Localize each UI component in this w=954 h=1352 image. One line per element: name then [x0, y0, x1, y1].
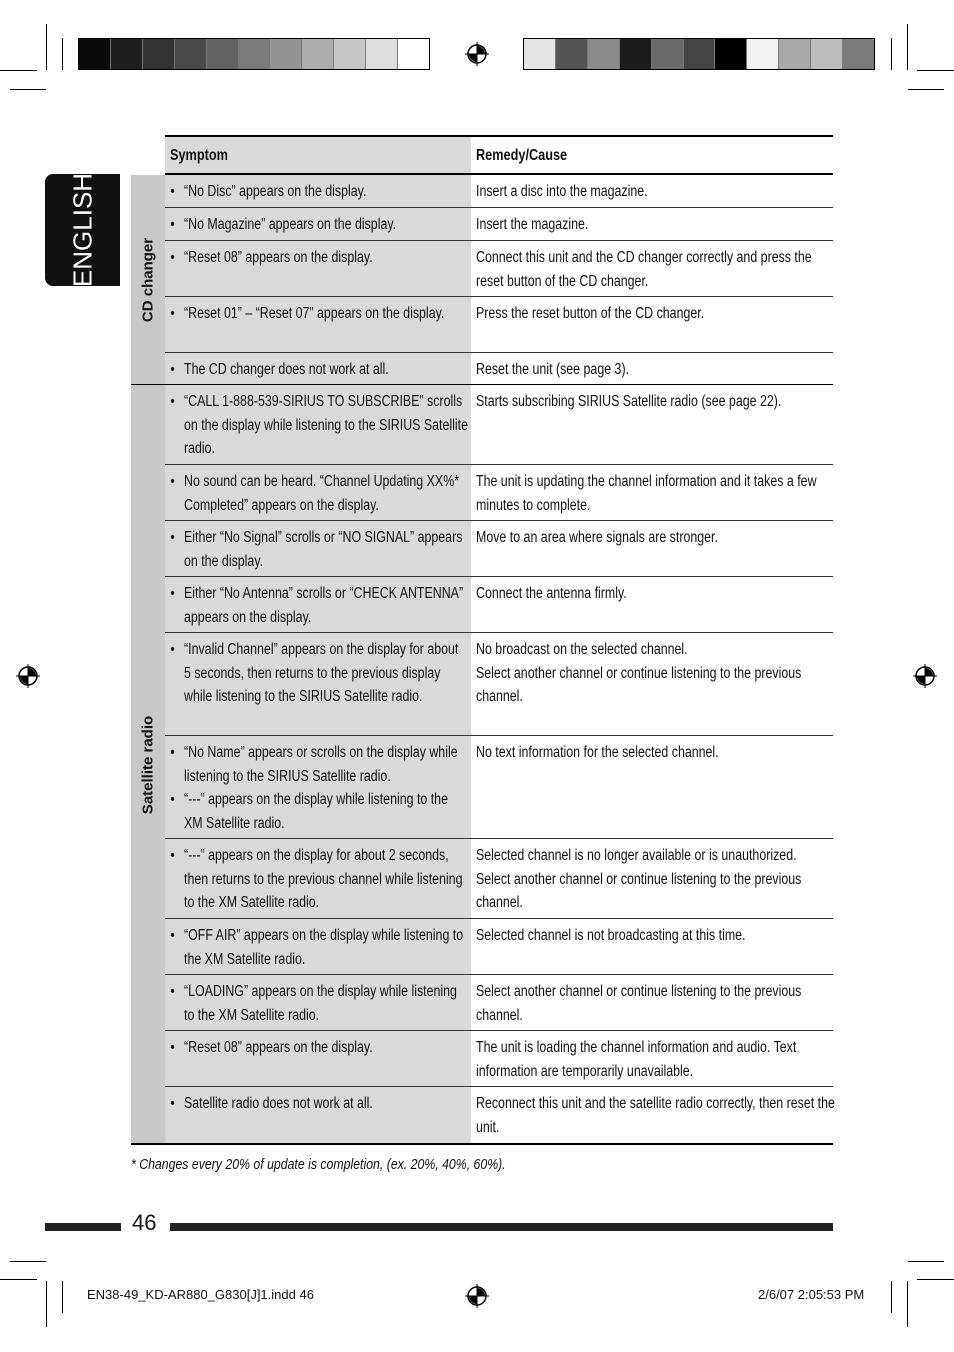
table-row: [165, 175, 833, 208]
category-label: CD changer: [139, 237, 157, 323]
symptom-text: • Satellite radio does not work at all.: [184, 1092, 468, 1116]
registration-target-top: [465, 42, 489, 66]
symptom-cell: [165, 353, 471, 384]
slug-file: EN38-49_KD-AR880_G830[J]1.indd 46: [87, 1287, 314, 1302]
symptom-cell: [165, 633, 471, 735]
color-swatch: [207, 39, 239, 69]
table-row: [165, 241, 833, 297]
remedy-cell: [471, 577, 833, 632]
symptom-cell: [165, 521, 471, 576]
symptom-cell: [165, 577, 471, 632]
color-swatch: [175, 39, 207, 69]
remedy-text: Connect the antenna firmly.: [476, 585, 627, 602]
color-swatch: [239, 39, 271, 69]
remedy-cell: [471, 839, 833, 918]
color-swatch: [779, 39, 811, 69]
color-swatch: [524, 39, 556, 69]
category-cell: [131, 175, 165, 385]
table-row: [165, 297, 833, 353]
remedy-cell: [471, 353, 833, 384]
remedy-text: Move to an area where signals are stronger.: [476, 529, 718, 546]
color-swatch: [684, 39, 716, 69]
remedy-cell: [471, 175, 833, 207]
symptom-text: • “---” appears on the display while listening to the XM Satellite radio.: [184, 788, 468, 835]
color-swatch: [556, 39, 588, 69]
table-row: [165, 1031, 833, 1087]
registration-target-bottom: [465, 1284, 489, 1308]
remedy-cell: [471, 1031, 833, 1086]
color-swatch: [302, 39, 334, 69]
symptom-text: • The CD changer does not work at all.: [184, 358, 468, 382]
color-swatch: [715, 39, 747, 69]
color-bar-right: [523, 38, 875, 70]
symptom-cell: [165, 1087, 471, 1143]
slug-date: 2/6/07 2:05:53 PM: [758, 1287, 865, 1302]
remedy-cell: [471, 297, 833, 352]
symptom-text: • “OFF AIR” appears on the display while listening to the XM Satellite radio.: [184, 924, 468, 971]
table-row: [165, 736, 833, 839]
header-symptom-label: Symptom: [170, 147, 228, 164]
symptom-cell: [165, 297, 471, 352]
footnote: * Changes every 20% of update is completion, (ex. 20%, 40%, 60%).: [131, 1156, 506, 1173]
color-swatch: [111, 39, 143, 69]
symptom-cell: [165, 465, 471, 520]
remedy-text: No broadcast on the selected channel. Select another channel or continue listening to the previous channel.: [476, 641, 802, 705]
table-row: [165, 633, 833, 736]
symptom-text: • “Reset 08” appears on the display.: [184, 1036, 468, 1060]
table-row: [165, 975, 833, 1031]
remedy-text: Select another channel or continue listening to the previous channel.: [476, 983, 802, 1024]
color-swatch: [588, 39, 620, 69]
color-swatch: [620, 39, 652, 69]
symptom-text: • No sound can be heard. “Channel Updating XX%* Completed” appears on the display.: [184, 470, 468, 517]
remedy-text: No text information for the selected channel.: [476, 744, 719, 761]
symptom-text: • “No Name” appears or scrolls on the display while listening to the SIRIUS Satellite radio.: [184, 741, 468, 788]
remedy-text: Press the reset button of the CD changer.: [476, 305, 705, 322]
page-rule-left: [45, 1223, 121, 1231]
table-row: [165, 353, 833, 385]
remedy-text: The unit is loading the channel information and audio. Text information are temporarily unavailable.: [476, 1039, 797, 1080]
table-row: [165, 521, 833, 577]
color-swatch: [366, 39, 398, 69]
remedy-cell: [471, 465, 833, 520]
symptom-text: • “CALL 1-888-539-SIRIUS TO SUBSCRIBE” scrolls on the display while listening to the SIRIUS Satellite radio.: [184, 390, 468, 461]
symptom-text: • Either “No Antenna” scrolls or “CHECK ANTENNA” appears on the display.: [184, 582, 468, 629]
language-tab: [45, 174, 120, 286]
language-tab-label: ENGLISH: [67, 172, 97, 288]
table-row: [165, 919, 833, 975]
symptom-cell: [165, 1031, 471, 1086]
header-symptom: [165, 135, 471, 175]
symptom-text: • “LOADING” appears on the display while listening to the XM Satellite radio.: [184, 980, 468, 1027]
color-swatch: [143, 39, 175, 69]
table-row: [165, 577, 833, 633]
table-row: [165, 208, 833, 241]
remedy-text: Connect this unit and the CD changer correctly and press the reset button of the CD changer.: [476, 249, 812, 290]
remedy-text: Starts subscribing SIRIUS Satellite radio (see page 22).: [476, 393, 782, 410]
remedy-text: Reconnect this unit and the satellite radio correctly, then reset the unit.: [476, 1095, 835, 1136]
color-swatch: [270, 39, 302, 69]
remedy-text: Selected channel is no longer available or is unauthorized. Select another channel or continue listening to the previous channel.: [476, 847, 802, 911]
remedy-text: Selected channel is not broadcasting at this time.: [476, 927, 746, 944]
symptom-cell: [165, 208, 471, 240]
table-row: [165, 839, 833, 919]
remedy-cell: [471, 208, 833, 240]
symptom-cell: [165, 736, 471, 838]
remedy-cell: [471, 385, 833, 464]
color-swatch: [79, 39, 111, 69]
registration-target-left: [16, 664, 40, 688]
remedy-cell: [471, 633, 833, 735]
symptom-cell: [165, 385, 471, 464]
color-swatch: [811, 39, 843, 69]
symptom-cell: [165, 839, 471, 918]
remedy-cell: [471, 521, 833, 576]
symptom-text: • Either “No Signal” scrolls or “NO SIGNAL” appears on the display.: [184, 526, 468, 573]
category-label: Satellite radio: [139, 715, 157, 814]
section-rule: [131, 1143, 833, 1145]
symptom-text: • “Invalid Channel” appears on the display for about 5 seconds, then returns to the previous display while listening to the SIRIUS Satellite radio.: [184, 638, 468, 709]
page-number: 46: [132, 1210, 157, 1235]
remedy-cell: [471, 1087, 833, 1143]
color-swatch: [398, 39, 429, 69]
header-remedy: [471, 135, 833, 175]
symptom-text: • “No Magazine” appears on the display.: [184, 213, 468, 237]
table-row: [165, 1087, 833, 1144]
table-row: [165, 385, 833, 465]
symptom-cell: [165, 241, 471, 296]
symptom-cell: [165, 919, 471, 974]
symptom-cell: [165, 175, 471, 207]
remedy-text: Insert the magazine.: [476, 216, 589, 233]
remedy-text: Reset the unit (see page 3).: [476, 361, 630, 378]
remedy-cell: [471, 975, 833, 1030]
header-remedy-label: Remedy/Cause: [476, 147, 568, 164]
remedy-cell: [471, 241, 833, 296]
remedy-text: Insert a disc into the magazine.: [476, 183, 648, 200]
color-swatch: [747, 39, 779, 69]
color-swatch: [652, 39, 684, 69]
page-rule-right: [170, 1223, 833, 1231]
symptom-text: • “No Disc” appears on the display.: [184, 180, 468, 204]
color-swatch: [334, 39, 366, 69]
symptom-text: • “Reset 08” appears on the display.: [184, 246, 468, 270]
color-bar-left: [78, 38, 430, 70]
symptom-cell: [165, 975, 471, 1030]
color-swatch: [843, 39, 874, 69]
table-row: [165, 465, 833, 521]
remedy-cell: [471, 736, 833, 838]
remedy-cell: [471, 919, 833, 974]
symptom-text: • “Reset 01” – “Reset 07” appears on the display.: [184, 302, 468, 326]
symptom-text: • “---” appears on the display for about 2 seconds, then returns to the previous channel while listening to the XM Satellite radio.: [184, 844, 468, 915]
remedy-text: The unit is updating the channel information and it takes a few minutes to complete.: [476, 473, 817, 514]
registration-target-right: [913, 664, 937, 688]
category-cell: [131, 385, 165, 1144]
